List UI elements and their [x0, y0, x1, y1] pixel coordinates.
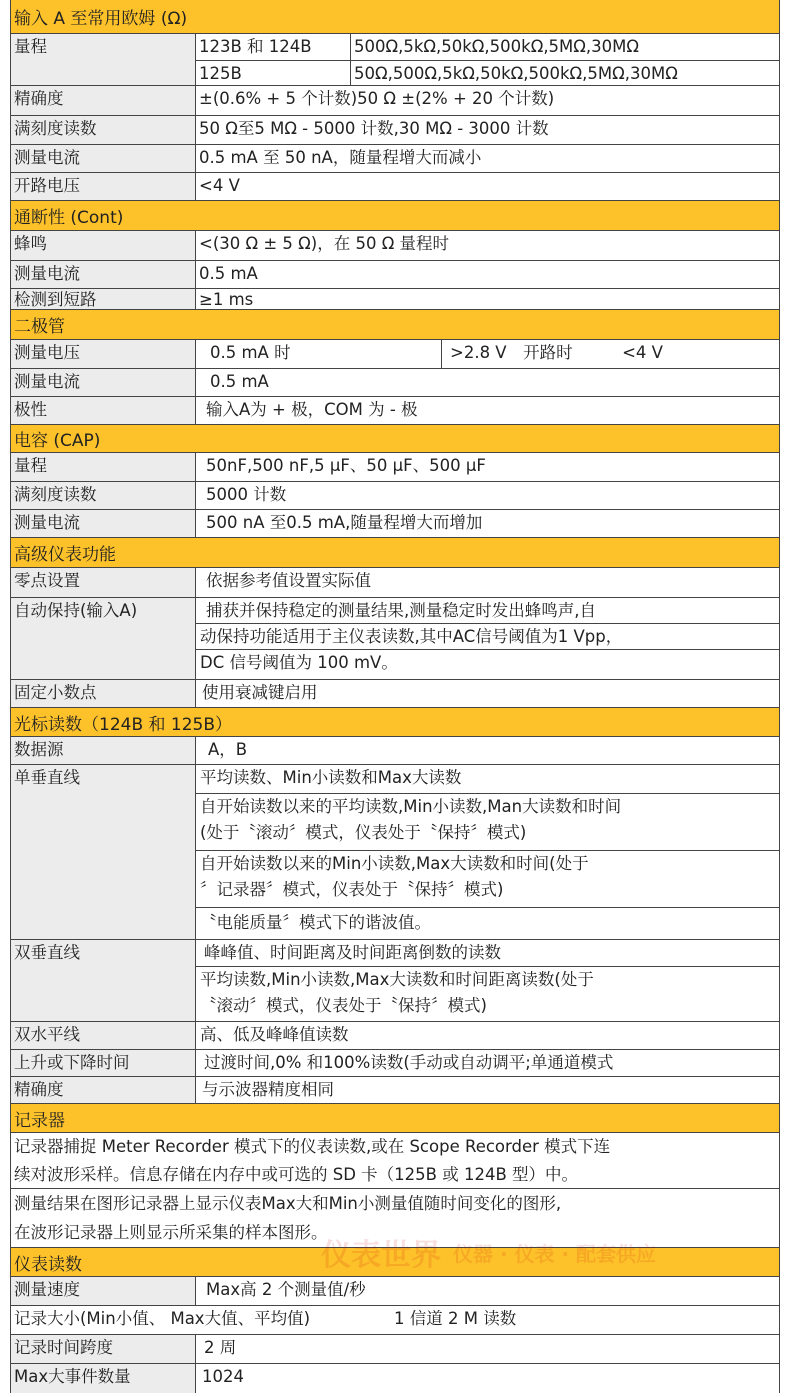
row-value: 高、低及峰峰值读数: [200, 1025, 349, 1044]
row-value: >2.8 V 开路时 <4 V: [450, 343, 663, 362]
row-speed: [11, 1277, 779, 1306]
row-dual-vertical: [11, 940, 779, 1022]
row-value: 捕获并保持稳定的测量结果,测量稳定时发出蜂鸣声,自: [196, 598, 779, 624]
range-value: 500Ω,5kΩ,50kΩ,500kΩ,5MΩ,30MΩ: [354, 37, 639, 56]
row-label: 测量电压: [11, 340, 196, 368]
row-rise-time: [11, 1050, 779, 1077]
section-title: 电容 (CAP): [14, 431, 101, 451]
section-header-cursor: [11, 708, 779, 737]
row-value: 自开始读数以来的平均读数,Min小读数,Man大读数和时间: [200, 797, 622, 816]
row-value: (处于〝滚动〞模式，仪表处于〝保持〞模式): [200, 823, 527, 842]
row-label: 上升或下降时间: [11, 1050, 196, 1076]
section-title: 输入 A 至常用欧姆 (Ω): [14, 9, 188, 29]
section-title: 二极管: [14, 317, 65, 337]
row-label: 测量电流: [11, 510, 196, 537]
section-header-ohm: [11, 0, 779, 34]
watermark: [321, 1226, 757, 1278]
row-label: 记录大小(Min小值、 Max大值、平均值): [14, 1309, 311, 1328]
section-title: 高级仪表功能: [14, 545, 116, 565]
row-value: 0.5 mA 时: [196, 340, 442, 368]
row-events: [11, 1364, 779, 1393]
row-value: 1 信道 2 M 读数: [394, 1309, 517, 1328]
range-value: 50Ω,500Ω,5kΩ,50kΩ,500kΩ,5MΩ,30MΩ: [354, 64, 678, 83]
row-current: [11, 369, 779, 397]
row-value: 0.5 mA: [199, 264, 258, 283]
section-header-advanced: [11, 538, 779, 568]
row-value: 过渡时间,0% 和100%读数(手动或自动调平;单通道模式: [204, 1053, 614, 1072]
row-source: [11, 737, 779, 765]
model-label: 125B: [196, 61, 351, 86]
row-accuracy: [11, 86, 779, 116]
row-short: [11, 289, 779, 310]
row-label: 量程: [11, 453, 196, 481]
row-value: 自开始读数以来的Min小读数,Max大读数和时间(处于: [200, 854, 589, 873]
row-label: 自动保持(输入A): [11, 598, 196, 679]
row-label: 检测到短路: [11, 289, 196, 309]
row-value: 0.5 mA: [210, 372, 269, 391]
row-label: 测量电流: [11, 261, 196, 288]
row-value: 〞记录器〞模式，仪表处于〝保持〞模式): [200, 880, 504, 899]
row-single-vertical: [11, 765, 779, 940]
row-value: A，B: [208, 740, 248, 759]
row-value: 500 nA 至0.5 mA,随量程增大而增加: [206, 513, 483, 532]
row-value: 50nF,500 nF,5 μF、50 μF、500 μF: [206, 456, 486, 475]
row-label: 单垂直线: [11, 765, 196, 939]
watermark-brand: 仪表世界: [321, 1238, 441, 1273]
row-value: 依据参考值设置实际值: [206, 571, 371, 590]
row-voltage: [11, 340, 779, 369]
row-label: 双水平线: [11, 1022, 196, 1049]
row-open-voltage: [11, 173, 779, 201]
row-value: 动保持功能适用于主仪表读数,其中AC信号阈值为1 Vpp，: [200, 627, 623, 646]
row-value: 与示波器精度相同: [202, 1080, 334, 1099]
row-polarity: [11, 397, 779, 425]
row-label: 固定小数点: [11, 680, 196, 707]
row-label: 零点设置: [11, 568, 196, 597]
row-value: 2 周: [204, 1338, 237, 1357]
row-accuracy: [11, 1077, 779, 1104]
row-value: <4 V: [199, 176, 240, 195]
paragraph-line: 在波形记录器上则显示所采集的样本图形。: [14, 1223, 328, 1242]
row-value: ±(0.6% + 5 个计数)50 Ω ±(2% + 20 个计数): [199, 89, 555, 108]
row-current: [11, 145, 779, 173]
section-title: 仪表读数: [14, 1254, 82, 1275]
row-value: 〝滚动〞模式，仪表处于〝保持〞模式): [200, 996, 487, 1015]
row-value: <(30 Ω ± 5 Ω)，在 50 Ω 量程时: [199, 234, 450, 253]
row-beep: [11, 231, 779, 261]
paragraph-line: 续对波形采样。信息存储在内存中或可选的 SD 卡（125B 或 124B 型）中。: [14, 1165, 579, 1184]
row-value: 5000 计数: [206, 485, 287, 504]
row-range: [11, 34, 779, 86]
row-label: 双垂直线: [11, 940, 196, 1021]
row-label: 满刻度读数: [11, 482, 196, 509]
recorder-paragraph-1: [11, 1133, 779, 1189]
row-label: 记录时间跨度: [11, 1335, 196, 1363]
row-label: 测量电流: [11, 369, 196, 396]
row-value: 1024: [202, 1367, 244, 1386]
section-title: 通断性 (Cont): [14, 208, 124, 228]
row-fullscale: [11, 482, 779, 510]
row-value: 平均读数、Min小读数和Max大读数: [200, 768, 462, 787]
row-time-span: [11, 1335, 779, 1364]
model-label: 123B 和 124B: [196, 34, 351, 60]
row-label: 量程: [11, 34, 196, 85]
row-value: ≥1 ms: [199, 290, 254, 309]
paragraph-line: 记录器捕捉 Meter Recorder 模式下的仪表读数,或在 Scope Recorder 模式下连: [14, 1137, 611, 1156]
row-value: 峰峰值、时间距离及时间距离倒数的读数: [204, 943, 501, 962]
paragraph-line: 测量结果在图形记录器上显示仪表Max大和Min小测量值随时间变化的图形,: [14, 1194, 562, 1213]
section-header-recorder: [11, 1104, 779, 1133]
row-current: [11, 261, 779, 289]
section-title: 光标读数（124B 和 125B）: [14, 714, 233, 735]
row-label: 极性: [11, 397, 196, 424]
row-label: 满刻度读数: [11, 116, 196, 144]
row-value: 平均读数,Min小读数,Max大读数和时间距离读数(处于: [200, 970, 594, 989]
row-label: 数据源: [11, 737, 196, 764]
row-value: Max高 2 个测量值/秒: [206, 1280, 366, 1299]
row-label: 蜂鸣: [11, 231, 196, 260]
watermark-slogan: 仪器 · 仪表 · 配套供应: [453, 1241, 657, 1266]
row-label: 开路电压: [11, 173, 196, 200]
spec-table: [10, 0, 780, 1393]
row-value: 输入A为 + 极，COM 为 - 极: [206, 400, 418, 419]
row-label: 测量速度: [11, 1277, 196, 1305]
row-value: DC 信号阈值为 100 mV。: [196, 649, 779, 677]
row-label: Max大事件数量: [11, 1364, 196, 1393]
section-header-diode: [11, 310, 779, 340]
row-current: [11, 510, 779, 538]
row-fixed-decimal: [11, 680, 779, 708]
row-range: [11, 453, 779, 482]
row-value: 0.5 mA 至 50 nA，随量程增大而减小: [199, 148, 482, 167]
row-fullscale: [11, 116, 779, 145]
row-value: 使用衰减键启用: [202, 683, 318, 702]
section-header-cap: [11, 425, 779, 453]
row-label: 精确度: [11, 1077, 196, 1103]
section-header-cont: [11, 201, 779, 231]
row-label: 测量电流: [11, 145, 196, 172]
row-zero: [11, 568, 779, 598]
row-value: 〝电能质量〞模式下的谐波值。: [200, 913, 431, 932]
row-value: 50 Ω至5 MΩ - 5000 计数,30 MΩ - 3000 计数: [199, 119, 549, 138]
row-dual-horizontal: [11, 1022, 779, 1050]
row-label: 精确度: [11, 86, 196, 115]
section-title: 记录器: [14, 1110, 65, 1131]
row-record-size: [11, 1306, 779, 1335]
row-autohold: [11, 598, 779, 680]
